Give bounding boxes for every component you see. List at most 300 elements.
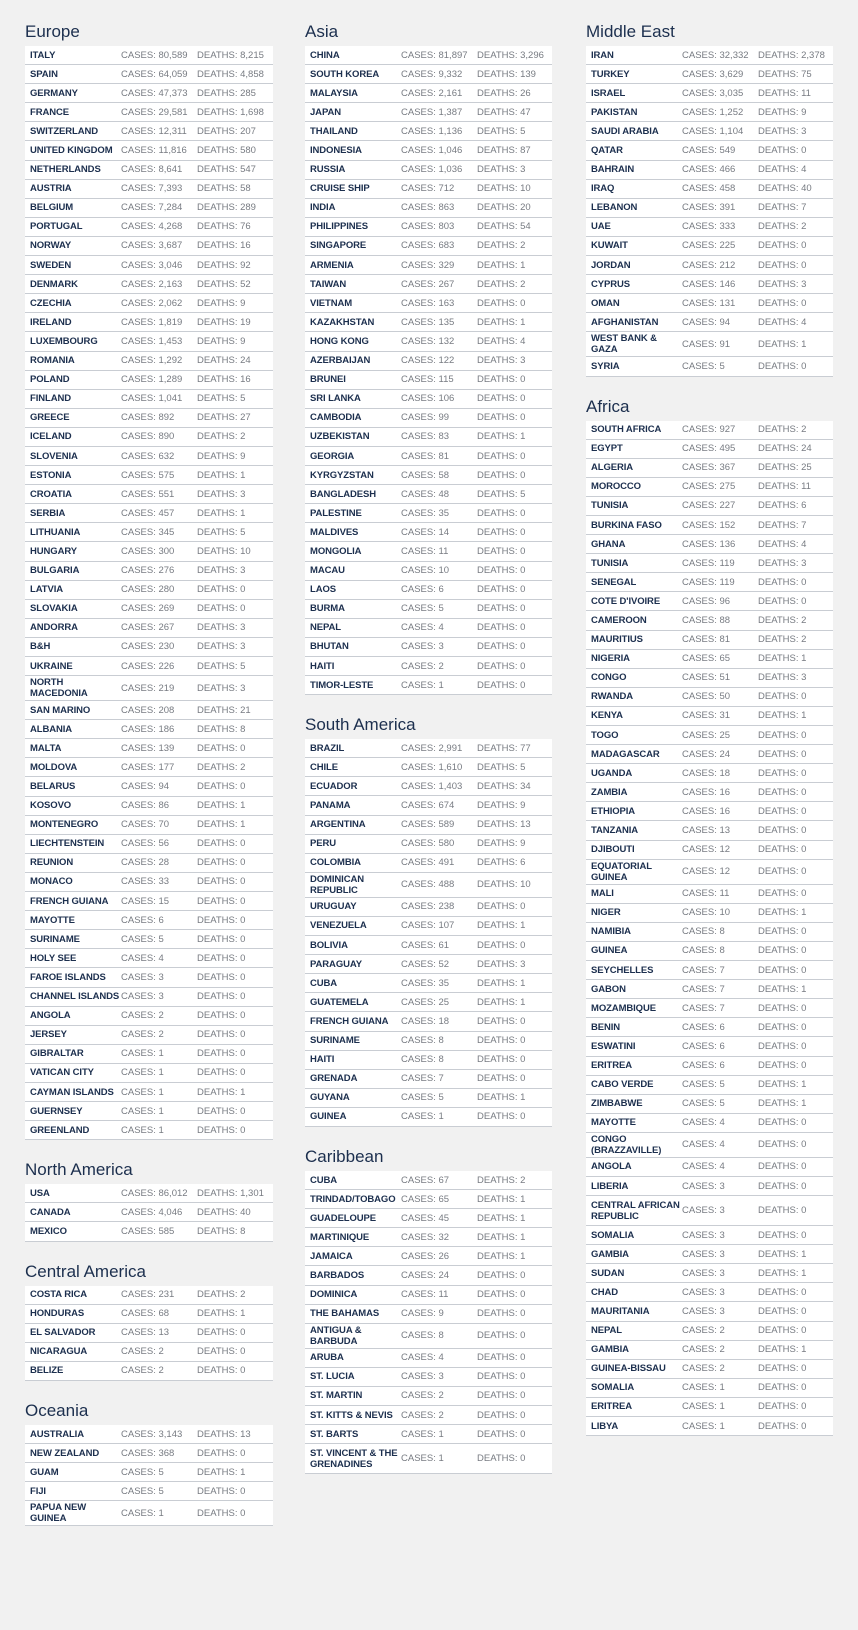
deaths-count: DEATHS: 0 [477,412,526,424]
deaths-count: DEATHS: 0 [758,1229,807,1241]
table-row [305,103,552,122]
cases-count: CASES: 32 [401,1231,450,1243]
deaths-count: DEATHS: 16 [197,374,251,386]
table-row [25,390,273,409]
cases-count: CASES: 146 [682,278,736,290]
cases-count: CASES: 230 [121,641,175,653]
country-name: GIBRALTAR [30,1048,84,1060]
deaths-count: DEATHS: 13 [477,819,531,831]
table-row [305,1228,552,1247]
cases-count: CASES: 3,046 [121,259,183,271]
cases-count: CASES: 8 [401,1330,444,1342]
cases-count: CASES: 2 [121,1010,164,1022]
cases-count: CASES: 13 [121,1327,170,1339]
country-name: ERITREA [591,1401,632,1413]
deaths-count: DEATHS: 0 [197,952,246,964]
country-name: HONDURAS [30,1308,85,1320]
deaths-count: DEATHS: 0 [758,1002,807,1014]
cases-count: CASES: 107 [401,920,455,932]
table-row [305,854,552,873]
cases-count: CASES: 8,641 [121,164,183,176]
cases-count: CASES: 18 [682,767,731,779]
country-name: KYRGYZSTAN [310,469,374,481]
table-row [586,707,833,726]
country-name: PAKISTAN [591,106,638,118]
country-name: NEPAL [310,622,341,634]
table-row [586,421,833,440]
cases-count: CASES: 333 [682,221,736,233]
country-name: SWEDEN [30,259,72,271]
table-row [25,1102,273,1121]
cases-count: CASES: 1,292 [121,355,183,367]
cases-count: CASES: 106 [401,393,455,405]
deaths-count: DEATHS: 0 [758,888,807,900]
country-name: QATAR [591,145,623,157]
country-name: ANTIGUA & BARBUDA [310,1324,362,1347]
country-name: UNITED KINGDOM [30,145,113,157]
cases-count: CASES: 227 [682,500,736,512]
cases-count: CASES: 1 [401,679,444,691]
cases-count: CASES: 267 [121,622,175,634]
deaths-count: DEATHS: 5 [197,660,246,672]
cases-count: CASES: 5 [121,1466,164,1478]
table-row [305,1012,552,1031]
table-row [305,1406,552,1425]
cases-count: CASES: 491 [401,857,455,869]
table-row [25,816,273,835]
table-row [25,542,273,561]
cases-count: CASES: 5 [682,360,725,372]
deaths-count: DEATHS: 0 [477,1015,526,1027]
country-name: GUATEMELA [310,996,369,1008]
deaths-count: DEATHS: 3 [197,682,246,694]
region-section [25,1258,273,1381]
deaths-count: DEATHS: 0 [197,933,246,945]
cases-count: CASES: 12,311 [121,125,187,137]
cases-count: CASES: 12 [682,844,731,856]
country-name: GUYANA [310,1092,350,1104]
deaths-count: DEATHS: 1 [477,259,526,271]
deaths-count: DEATHS: 0 [758,1205,807,1217]
deaths-count: DEATHS: 1 [758,1248,807,1260]
table-row [305,638,552,657]
deaths-count: DEATHS: 0 [758,926,807,938]
table-row [586,1245,833,1264]
country-name: TURKEY [591,68,630,80]
country-name: MOZAMBIQUE [591,1002,656,1014]
deaths-count: DEATHS: 9 [758,106,807,118]
cases-count: CASES: 45 [401,1212,450,1224]
cases-count: CASES: 3 [401,1371,444,1383]
cases-count: CASES: 139 [121,742,175,754]
table-row [25,103,273,122]
cases-count: CASES: 7 [682,1002,725,1014]
deaths-count: DEATHS: 1,698 [197,106,264,118]
table-row [586,1037,833,1056]
deaths-count: DEATHS: 1 [758,1098,807,1110]
country-name: LEBANON [591,202,638,214]
table-row [305,758,552,777]
table-row [305,294,552,313]
deaths-count: DEATHS: 2 [758,221,807,233]
cases-count: CASES: 5 [682,1079,725,1091]
country-name: GREENLAND [30,1124,90,1136]
cases-count: CASES: 1 [121,1105,164,1117]
cases-count: CASES: 12 [682,866,731,878]
deaths-count: DEATHS: 6 [758,500,807,512]
cases-count: CASES: 890 [121,431,175,443]
deaths-count: DEATHS: 24 [758,443,812,455]
cases-count: CASES: 2,163 [121,278,183,290]
cases-count: CASES: 7,393 [121,183,183,195]
deaths-count: DEATHS: 87 [477,145,531,157]
deaths-count: DEATHS: 0 [758,145,807,157]
country-name: NICARAGUA [30,1346,88,1358]
country-name: KUWAIT [591,240,628,252]
deaths-count: DEATHS: 0 [758,729,807,741]
table-row [586,161,833,180]
cases-count: CASES: 7,284 [121,202,183,214]
deaths-count: DEATHS: 77 [477,742,531,754]
cases-count: CASES: 64,059 [121,68,188,80]
table-row [305,141,552,160]
deaths-count: DEATHS: 0 [477,393,526,405]
table-row [305,898,552,917]
table-row [25,1482,273,1501]
cases-count: CASES: 632 [121,450,175,462]
cases-count: CASES: 8 [682,926,725,938]
deaths-count: DEATHS: 0 [197,876,246,888]
cases-count: CASES: 927 [682,424,736,436]
country-name: ITALY [30,49,56,61]
cases-count: CASES: 238 [401,901,455,913]
country-name: PARAGUAY [310,958,362,970]
deaths-count: DEATHS: 0 [758,767,807,779]
cases-count: CASES: 2 [682,1344,725,1356]
cases-count: CASES: 2 [121,1346,164,1358]
deaths-count: DEATHS: 0 [477,1409,526,1421]
cases-count: CASES: 7 [682,983,725,995]
country-name: B&H [30,641,51,653]
country-name: SURINAME [310,1035,360,1047]
cases-count: CASES: 3 [682,1229,725,1241]
deaths-count: DEATHS: 9 [477,800,526,812]
table-row [586,256,833,275]
cases-count: CASES: 52 [401,958,450,970]
cases-count: CASES: 1,403 [401,780,463,792]
deaths-count: DEATHS: 0 [758,1382,807,1394]
table-row [305,504,552,523]
cases-count: CASES: 6 [682,1021,725,1033]
deaths-count: DEATHS: 75 [758,68,812,80]
table-row [305,562,552,581]
country-name: IRAN [591,49,614,61]
table-row [25,930,273,949]
country-name: CONGO [591,672,627,684]
deaths-count: DEATHS: 0 [758,805,807,817]
table-row [25,199,273,218]
table-row [586,980,833,999]
deaths-count: DEATHS: 4 [477,335,526,347]
deaths-count: DEATHS: 0 [197,1507,246,1519]
country-name: ZAMBIA [591,786,628,798]
deaths-count: DEATHS: 1 [197,800,246,812]
deaths-count: DEATHS: 1 [197,1086,246,1098]
table-row [586,103,833,122]
country-name: CZECHIA [30,297,72,309]
table-row [586,923,833,942]
deaths-count: DEATHS: 2 [477,240,526,252]
table-row [305,1070,552,1089]
country-name: AUSTRALIA [30,1428,84,1440]
country-name: JORDAN [591,259,631,271]
country-name: SLOVENIA [30,450,78,462]
deaths-count: DEATHS: 0 [477,1330,526,1342]
country-name: AFGHANISTAN [591,316,659,328]
deaths-count: DEATHS: 0 [197,1124,246,1136]
deaths-count: DEATHS: 0 [197,1048,246,1060]
country-name: CHAD [591,1286,619,1298]
cases-count: CASES: 33 [121,876,170,888]
cases-count: CASES: 163 [401,297,455,309]
deaths-count: DEATHS: 0 [477,1269,526,1281]
country-name: ICELAND [30,431,72,443]
table-row [25,739,273,758]
cases-count: CASES: 1 [121,1507,164,1519]
cases-count: CASES: 1,036 [401,164,463,176]
table-row [305,1190,552,1209]
deaths-count: DEATHS: 8 [197,1225,246,1237]
cases-count: CASES: 2 [121,1365,164,1377]
country-name: ANGOLA [30,1010,71,1022]
table-row [586,141,833,160]
cases-count: CASES: 136 [682,538,736,550]
country-name: BELGIUM [30,202,74,214]
table-row [25,1007,273,1026]
table-row [586,65,833,84]
deaths-count: DEATHS: 0 [477,450,526,462]
country-name: NORWAY [30,240,72,252]
table-row [586,1417,833,1436]
country-name: EGYPT [591,443,623,455]
table-row [305,65,552,84]
country-name: JAPAN [310,106,341,118]
deaths-count: DEATHS: 9 [477,838,526,850]
cases-count: CASES: 4 [682,1117,725,1129]
region-title: Europe [25,22,80,41]
deaths-count: DEATHS: 1,301 [197,1187,264,1199]
deaths-count: DEATHS: 9 [197,450,246,462]
region-title: North America [25,1160,133,1180]
cases-count: CASES: 275 [682,481,736,493]
deaths-count: DEATHS: 289 [197,202,256,214]
country-name: PALESTINE [310,507,362,519]
cases-count: CASES: 81,897 [401,49,468,61]
cases-count: CASES: 4,046 [121,1206,183,1218]
cases-count: CASES: 5 [401,603,444,615]
deaths-count: DEATHS: 0 [477,1289,526,1301]
country-name: THAILAND [310,125,358,137]
deaths-count: DEATHS: 10 [477,183,531,195]
deaths-count: DEATHS: 0 [197,1327,246,1339]
table-row [25,1203,273,1222]
deaths-count: DEATHS: 0 [758,1180,807,1192]
table-row [305,218,552,237]
deaths-count: DEATHS: 21 [197,704,251,716]
cases-count: CASES: 99 [401,412,450,424]
table-row [586,1158,833,1177]
cases-count: CASES: 119 [682,557,735,569]
table-row [305,332,552,351]
cases-count: CASES: 457 [121,507,175,519]
deaths-count: DEATHS: 1 [477,1092,526,1104]
table-row [305,1171,552,1190]
table-row [25,161,273,180]
deaths-count: DEATHS: 3 [197,641,246,653]
table-row [25,600,273,619]
deaths-count: DEATHS: 3 [758,125,807,137]
country-name: SWITZERLAND [30,125,99,137]
table-row [25,581,273,600]
deaths-count: DEATHS: 8,215 [197,49,264,61]
cases-count: CASES: 96 [682,595,731,607]
cases-count: CASES: 24 [401,1269,450,1281]
region-section [586,18,833,377]
table-row [305,936,552,955]
table-row [305,1051,552,1070]
cases-count: CASES: 3,143 [121,1428,183,1440]
table-row [586,535,833,554]
country-name: CHINA [310,49,340,61]
cases-count: CASES: 177 [121,761,175,773]
table-row [25,988,273,1007]
table-row [25,676,273,701]
table-row [586,611,833,630]
cases-count: CASES: 70 [121,819,170,831]
table-row [25,1324,273,1343]
deaths-count: DEATHS: 19 [197,316,251,328]
deaths-count: DEATHS: 2 [758,424,807,436]
deaths-count: DEATHS: 2 [758,614,807,626]
cases-count: CASES: 9 [401,1308,444,1320]
cases-count: CASES: 1 [401,1111,444,1123]
table-row [25,180,273,199]
cases-count: CASES: 5 [121,933,164,945]
country-name: MONACO [30,876,73,888]
cases-count: CASES: 18 [401,1015,450,1027]
cases-count: CASES: 61 [401,939,450,951]
table-row [305,1089,552,1108]
deaths-count: DEATHS: 0 [758,844,807,856]
cases-count: CASES: 6 [401,584,444,596]
cases-count: CASES: 495 [682,443,736,455]
country-name: ZIMBABWE [591,1098,643,1110]
cases-count: CASES: 219 [121,682,175,694]
cases-count: CASES: 131 [682,297,736,309]
deaths-count: DEATHS: 580 [197,145,256,157]
country-name: MOROCCO [591,481,641,493]
cases-count: CASES: 68 [121,1308,170,1320]
country-name: TAIWAN [310,278,347,290]
country-name: VENEZUELA [310,920,367,932]
deaths-count: DEATHS: 3 [758,672,807,684]
country-name: KENYA [591,710,623,722]
deaths-count: DEATHS: 11 [758,87,811,99]
table-row [305,1286,552,1305]
table-row [305,1324,552,1349]
country-name: ST. LUCIA [310,1371,355,1383]
deaths-count: DEATHS: 1 [477,316,526,328]
cases-count: CASES: 83 [401,431,450,443]
cases-count: CASES: 466 [682,164,736,176]
country-name: PORTUGAL [30,221,83,233]
cases-count: CASES: 8 [682,945,725,957]
cases-count: CASES: 280 [121,584,175,596]
cases-count: CASES: 25 [682,729,731,741]
table-row [25,1343,273,1362]
table-row [305,796,552,815]
cases-count: CASES: 3,687 [121,240,183,252]
deaths-count: DEATHS: 0 [758,240,807,252]
table-row [586,1302,833,1321]
cases-count: CASES: 80,589 [121,49,188,61]
cases-count: CASES: 32,332 [682,49,749,61]
table-row [25,777,273,796]
deaths-count: DEATHS: 52 [197,278,251,290]
deaths-count: DEATHS: 54 [477,221,531,233]
table-row [25,447,273,466]
table-row [25,466,273,485]
country-name: NIGER [591,907,621,919]
country-name: ST. MARTIN [310,1390,363,1402]
cases-count: CASES: 2 [401,660,444,672]
cases-count: CASES: 4 [682,1161,725,1173]
table-row [305,161,552,180]
table-row [25,218,273,237]
table-row [305,1108,552,1127]
cases-count: CASES: 3 [121,971,164,983]
deaths-count: DEATHS: 1 [477,1231,526,1243]
table-row [305,619,552,638]
country-name: GRENADA [310,1073,358,1085]
table-row [305,1209,552,1228]
column-1 [25,18,273,1542]
table-row [305,313,552,332]
deaths-count: DEATHS: 47 [477,106,531,118]
cases-count: CASES: 329 [401,259,455,271]
cases-count: CASES: 8 [401,1054,444,1066]
cases-count: CASES: 589 [401,819,455,831]
table-row [305,835,552,854]
table-row [25,1501,273,1526]
country-name: FRENCH GUIANA [310,1015,389,1027]
table-row [586,313,833,332]
deaths-count: DEATHS: 0 [477,1308,526,1320]
table-row [305,256,552,275]
country-name: CHILE [310,761,339,773]
cases-count: CASES: 94 [682,316,731,328]
deaths-count: DEATHS: 40 [197,1206,251,1218]
country-name: IRAQ [591,183,615,195]
table-row [586,497,833,516]
country-name: CONGO (BRAZZAVILLE) [591,1133,662,1156]
deaths-count: DEATHS: 0 [477,565,526,577]
deaths-count: DEATHS: 4,858 [197,68,264,80]
country-name: CUBA [310,1174,338,1186]
country-name: FIJI [30,1485,46,1497]
country-name: SERBIA [30,507,66,519]
cases-count: CASES: 276 [121,565,175,577]
